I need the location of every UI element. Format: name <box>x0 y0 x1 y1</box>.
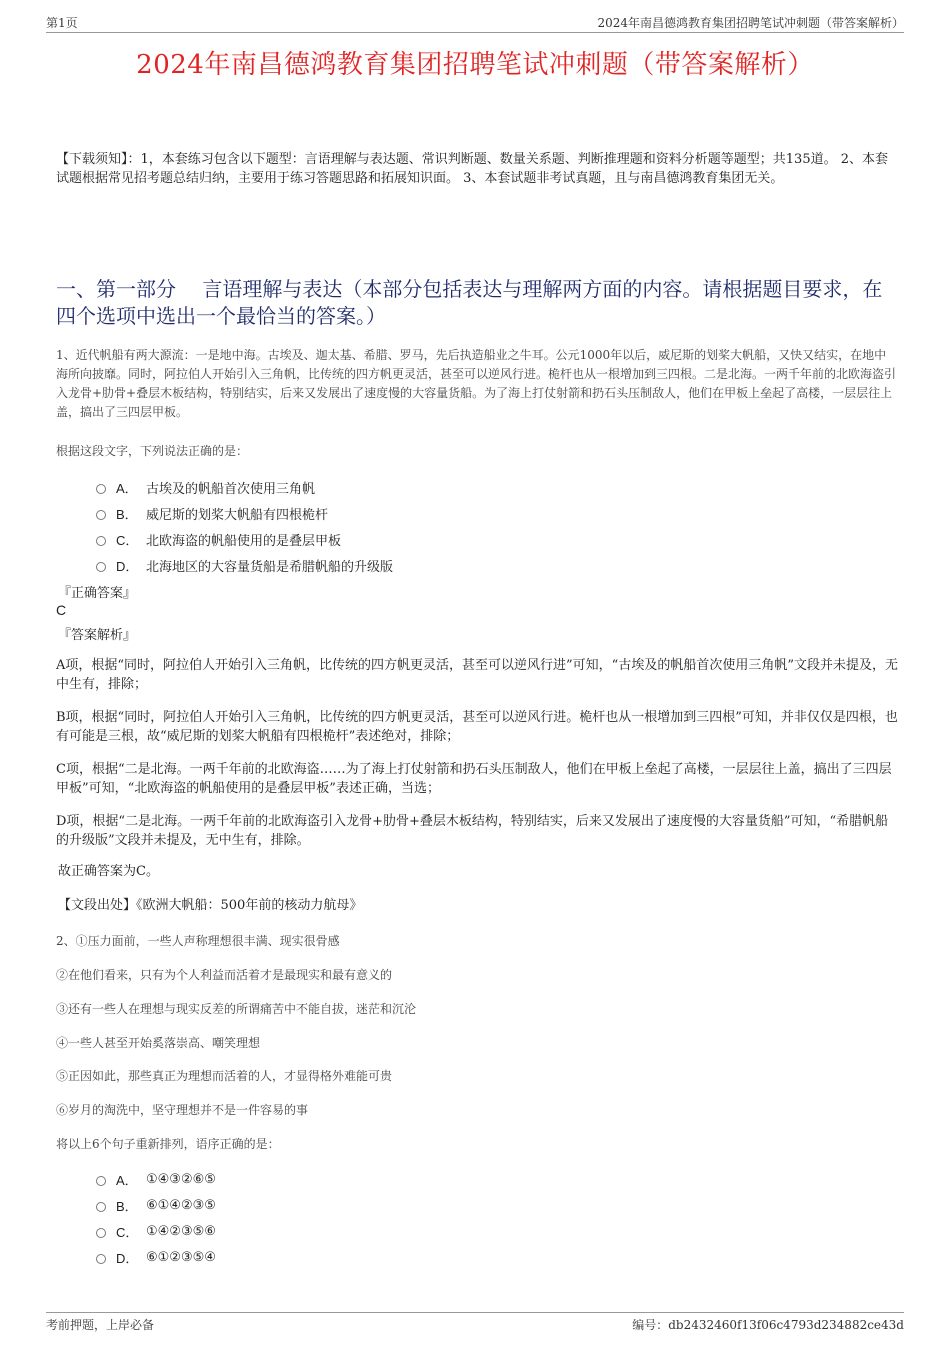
header-divider <box>46 32 904 33</box>
analysis-label: 『答案解析』 <box>58 628 137 643</box>
option-letter: D． <box>116 559 139 574</box>
question-2-line-4: ④一些人甚至开始奚落崇高、嘲笑理想 <box>56 1036 261 1050</box>
radio-icon[interactable] <box>96 510 106 520</box>
question-1-text: 1、近代帆船有两大源流：一是地中海。古埃及、迦太基、希腊、罗马，先后执造船业之牛耳。公元1000年以后，威尼斯的划桨大帆船，又快又结实，在地中海所向披靡。同时，阿拉伯人开始引入三角帆，比传统的四方帆更灵活，甚至可以逆风行进。桅杆也从一根增加到三四根。二是北海。一两千年前的北欧海盗引入龙骨+肋骨+叠层木板结构，特别结实，后来又发展出了速度慢的大容量货船。为了海上打仗射箭和扔石头压制敌人，他们在甲板上垒起了高楼，一层层往上盖，搞出了三四层甲板。 <box>56 348 897 419</box>
radio-icon[interactable] <box>96 1202 106 1212</box>
option-letter: A． <box>116 1173 138 1188</box>
footer-slogan: 考前押题，上岸必备 <box>46 1318 155 1332</box>
radio-icon[interactable] <box>96 1176 106 1186</box>
option-text: ⑥①②③⑤④ <box>146 1250 216 1265</box>
option-text: ①④②③⑤⑥ <box>146 1224 216 1239</box>
option-letter: C． <box>116 533 139 548</box>
page-title: 2024年南昌德鸿教育集团招聘笔试冲刺题（带答案解析） <box>136 50 814 80</box>
footer-serial: 编号：db2432460f13f06c4793d234882ce43d <box>632 1318 904 1332</box>
q2-option-c[interactable] <box>96 1222 216 1241</box>
page-number: 第1页 <box>46 16 78 30</box>
question-2-prompt: 将以上6个句子重新排列，语序正确的是： <box>56 1137 280 1151</box>
radio-icon[interactable] <box>96 1228 106 1238</box>
radio-icon[interactable] <box>96 536 106 546</box>
q2-option-d[interactable] <box>96 1248 216 1267</box>
section-title: 一、第一部分 言语理解与表达（本部分包括表达与理解两方面的内容。请根据题目要求，在四个选项中选出一个最恰当的答案。） <box>56 277 883 328</box>
analysis-conclusion: 故正确答案为C。 <box>58 864 159 879</box>
footer-divider <box>46 1312 904 1313</box>
header-doc-title: 2024年南昌德鸿教育集团招聘笔试冲刺题（带答案解析） <box>597 16 904 30</box>
question-2-line-1: 2、①压力面前，一些人声称理想很丰满、现实很骨感 <box>56 934 340 948</box>
radio-icon[interactable] <box>96 484 106 494</box>
analysis-item-c: C项，根据“二是北海。一两千年前的北欧海盗……为了海上打仗射箭和扔石头压制敌人，他们在甲板上垒起了高楼，一层层往上盖，搞出了三四层甲板”可知，“北欧海盗的帆船使用的是叠层甲板”表述正确，当选； <box>56 762 892 796</box>
analysis-item-d: D项，根据“二是北海。一两千年前的北欧海盗引入龙骨+肋骨+叠层木板结构，特别结实，后来又发展出了速度慢的大容量货船”可知，“希腊帆船的升级版”文段并未提及，无中生有，排除。 <box>56 814 889 848</box>
q1-option-d[interactable] <box>96 556 393 575</box>
question-2-line-5: ⑤正因如此，那些真正为理想而活着的人，才显得格外难能可贵 <box>56 1069 393 1083</box>
answer-value: C <box>56 602 67 618</box>
analysis-item-b: B项，根据“同时，阿拉伯人开始引入三角帆，比传统的四方帆更灵活，甚至可以逆风行进。桅杆也从一根增加到三四根”可知，并非仅仅是四根，也有可能是三根，故“威尼斯的划桨大帆船有四根桅杆”表述绝对，排除； <box>56 710 898 744</box>
option-letter: C． <box>116 1225 139 1240</box>
option-text: 北欧海盗的帆船使用的是叠层甲板 <box>146 534 342 549</box>
question-1-prompt: 根据这段文字，下列说法正确的是： <box>56 444 249 458</box>
passage-source: 【文段出处】《欧洲大帆船：500年前的核动力航母》 <box>58 898 363 913</box>
q1-option-a[interactable] <box>96 478 315 497</box>
option-text: ⑥①④②③⑤ <box>146 1198 216 1213</box>
analysis-item-a: A项，根据“同时，阿拉伯人开始引入三角帆，比传统的四方帆更灵活，甚至可以逆风行进”可知，“古埃及的帆船首次使用三角帆”文段并未提及，无中生有，排除； <box>56 658 898 692</box>
option-text: 北海地区的大容量货船是希腊帆船的升级版 <box>146 560 394 575</box>
question-2-line-6: ⑥岁月的淘洗中，坚守理想并不是一件容易的事 <box>56 1103 309 1117</box>
option-letter: A． <box>116 481 138 496</box>
download-notice: 【下载须知】：1，本套练习包含以下题型：言语理解与表达题、常识判断题、数量关系题、判断推理题和资料分析题等题型；共135道。 2、本套试题根据常见招考题总结归纳，主要用于练习答题思路和拓展知识面。 3、本套试题非考试真题，且与南昌德鸿教育集团无关。 <box>56 152 888 186</box>
question-2-line-3: ③还有一些人在理想与现实反差的所谓痛苦中不能自拔，迷茫和沉沦 <box>56 1002 417 1016</box>
q1-option-b[interactable] <box>96 504 328 523</box>
option-text: ①④③②⑥⑤ <box>146 1172 216 1187</box>
answer-label: 『正确答案』 <box>58 586 137 601</box>
option-text: 古埃及的帆船首次使用三角帆 <box>146 482 316 497</box>
radio-icon[interactable] <box>96 1254 106 1264</box>
option-letter: B． <box>116 507 138 522</box>
q1-option-c[interactable] <box>96 530 341 549</box>
radio-icon[interactable] <box>96 562 106 572</box>
q2-option-a[interactable] <box>96 1170 216 1189</box>
option-text: 威尼斯的划桨大帆船有四根桅杆 <box>146 508 329 523</box>
q2-option-b[interactable] <box>96 1196 216 1215</box>
question-2-line-2: ②在他们看来，只有为个人利益而活着才是最现实和最有意义的 <box>56 968 393 982</box>
option-letter: D． <box>116 1251 139 1266</box>
option-letter: B． <box>116 1199 138 1214</box>
